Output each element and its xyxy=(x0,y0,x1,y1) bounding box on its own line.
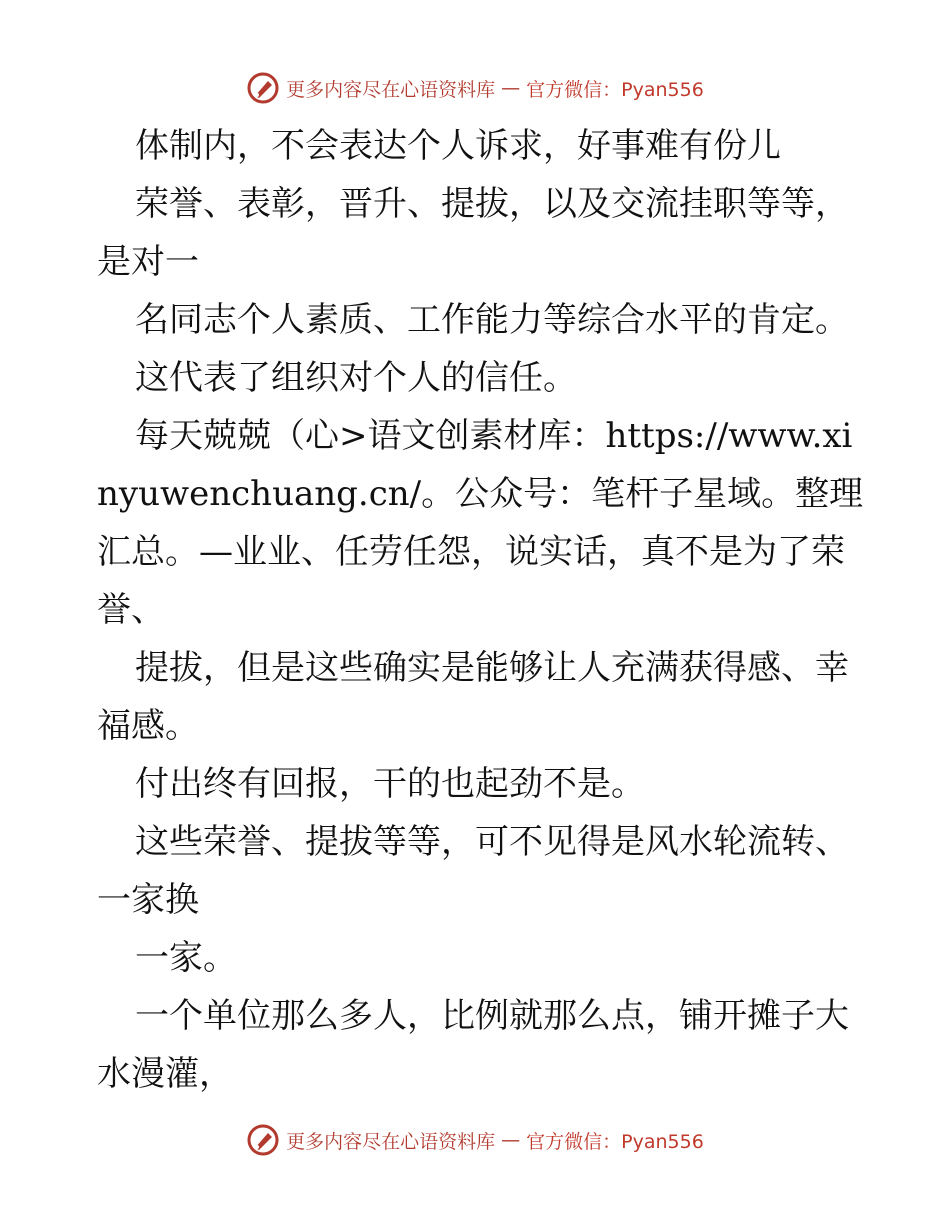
footer-separator: — xyxy=(501,1129,521,1151)
footer-contact: 官方微信：Pyan556 xyxy=(526,1130,704,1153)
paragraph-7: 付出终有回报，干的也起劲不是。 xyxy=(135,764,645,804)
paragraph-2: 荣誉、表彰，晋升、提拔，以及交流挂职等等，是对一 xyxy=(97,184,849,282)
paragraph-8: 这些荣誉、提拔等等，可不见得是风水轮流转、一家换 xyxy=(97,822,849,920)
footer-banner xyxy=(0,1120,950,1160)
header-slogan: 更多内容尽在心语资料库 xyxy=(286,78,496,101)
paragraph-10: 一个单位那么多人，比例就那么点，铺开摊子大水漫灌， xyxy=(97,996,849,1094)
paragraph-9: 一家。 xyxy=(135,938,237,978)
footer-slogan: 更多内容尽在心语资料库 xyxy=(286,1130,496,1153)
pen-logo-icon xyxy=(246,1123,280,1157)
paragraph-5: 每天兢兢（心>语文创素材库：https://www.xinyuwenchuang.cn/。公众号：笔杆子星域。整理汇总。—业业、任劳任怨，说实话，真不是为了荣誉、 xyxy=(97,416,864,630)
paragraph-6: 提拔，但是这些确实是能够让人充满获得感、幸福感。 xyxy=(97,648,849,746)
pen-logo-icon xyxy=(246,71,280,105)
header-contact: 官方微信：Pyan556 xyxy=(526,78,704,101)
paragraph-3: 名同志个人素质、工作能力等综合水平的肯定。 xyxy=(135,300,849,340)
paragraph-4: 这代表了组织对个人的信任。 xyxy=(135,358,577,398)
paragraph-1: 体制内，不会表达个人诉求，好事难有份儿 xyxy=(135,126,781,166)
header-separator: — xyxy=(501,77,521,99)
header-banner xyxy=(0,68,950,108)
document-body xyxy=(97,117,867,1103)
